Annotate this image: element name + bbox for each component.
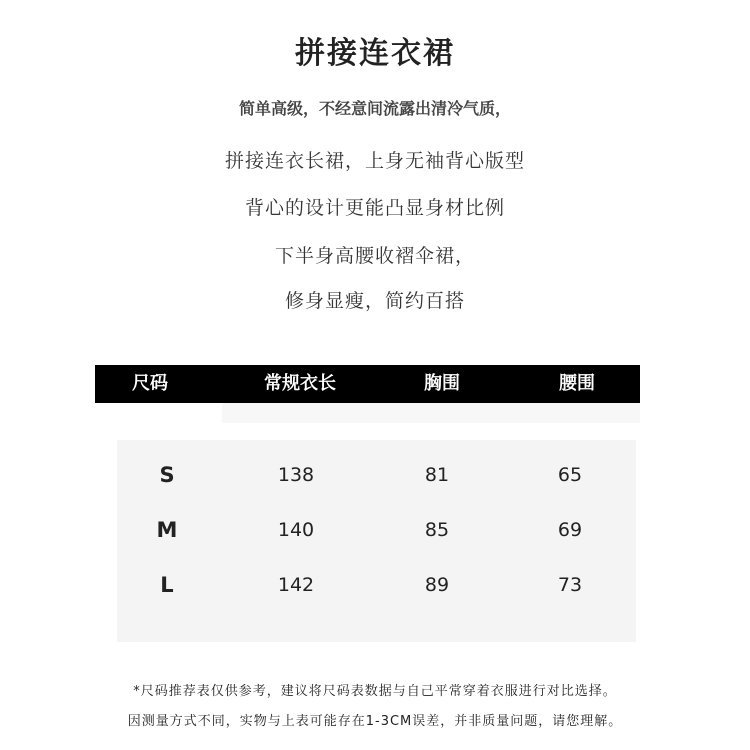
header-length: 常规衣长	[264, 373, 336, 394]
tagline: 简单高级，不经意间流露出清冷气质，	[238, 99, 511, 118]
header-shadow	[222, 403, 640, 423]
waist-cell: 73	[557, 574, 583, 596]
description-line-2: 背心的设计更能凸显身材比例	[244, 197, 505, 219]
size-table-body	[117, 440, 636, 642]
header-waist: 腰围	[559, 373, 595, 394]
size-cell: L	[160, 573, 174, 597]
waist-cell: 65	[557, 464, 583, 486]
note-line-1: *尺码推荐表仅供参考，建议将尺码表数据与自己平常穿着衣服进行对比选择。	[133, 684, 617, 699]
note-line-2: 因测量方式不同，实物与上表可能存在1-3CM误差，并非质量问题，请您理解。	[127, 714, 623, 729]
header-size: 尺码	[132, 373, 168, 394]
header-bust: 胸围	[424, 373, 460, 394]
description-line-4: 修身显瘦，简约百搭	[284, 290, 465, 312]
size-cell: S	[159, 463, 175, 487]
bust-cell: 89	[424, 574, 450, 596]
length-cell: 142	[277, 574, 315, 596]
size-cell: M	[156, 518, 178, 542]
page-title: 拼接连衣裙	[295, 36, 455, 71]
bust-cell: 85	[424, 519, 450, 541]
bust-cell: 81	[424, 464, 450, 486]
description-line-3: 下半身高腰收褶伞裙，	[274, 245, 475, 267]
waist-cell: 69	[557, 519, 583, 541]
length-cell: 140	[277, 519, 315, 541]
description-line-1: 拼接连衣长裙，上身无袖背心版型	[224, 150, 525, 172]
length-cell: 138	[277, 464, 315, 486]
size-table-header	[95, 365, 640, 403]
